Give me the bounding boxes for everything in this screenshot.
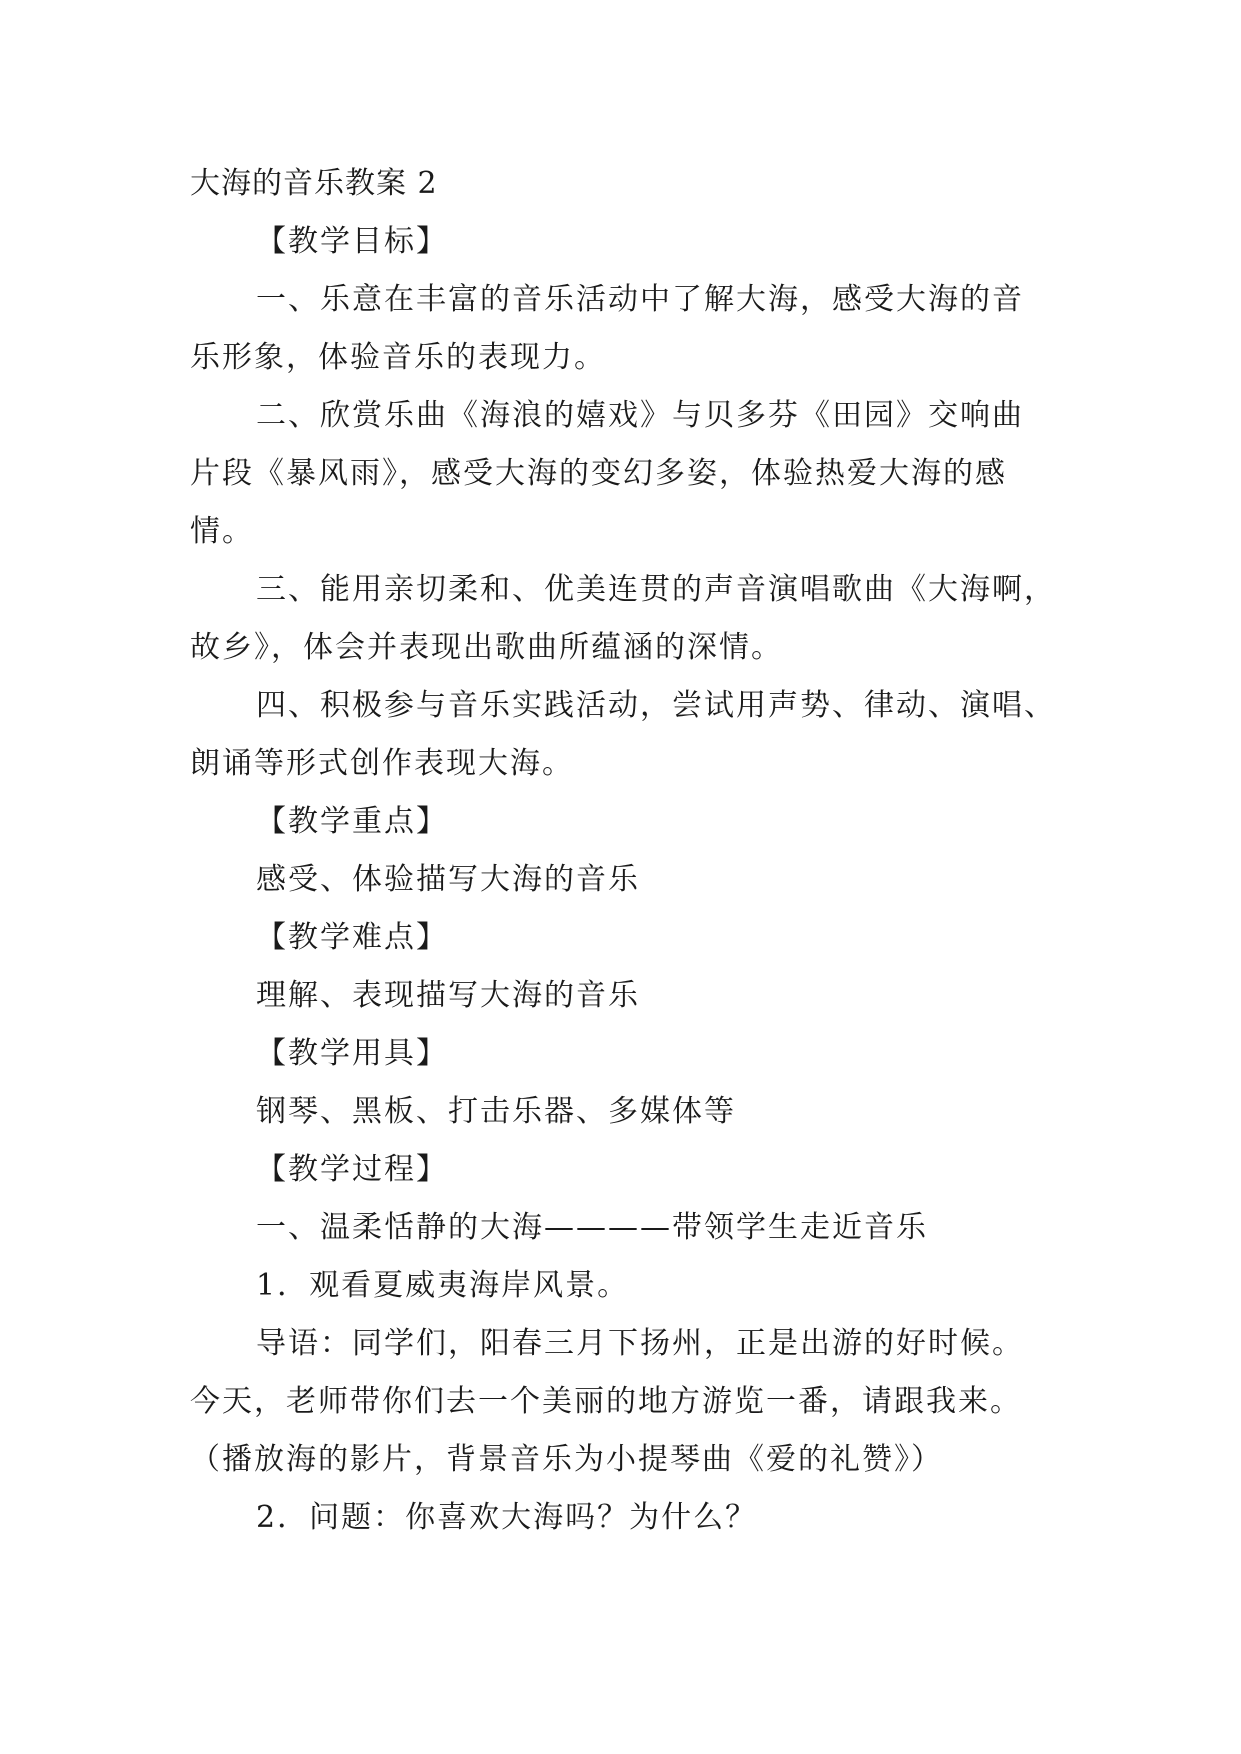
paragraph-line: 1．观看夏威夷海岸风景。 <box>256 1268 630 1303</box>
section-heading-objectives: 【教学目标】 <box>256 224 448 259</box>
section-heading-process: 【教学过程】 <box>256 1152 448 1187</box>
paragraph-line: 理解、表现描写大海的音乐 <box>256 978 640 1013</box>
paragraph-line: 三、能用亲切柔和、优美连贯的声音演唱歌曲《大海啊， <box>256 572 1056 607</box>
paragraph-line: 导语：同学们，阳春三月下扬州，正是出游的好时候。 <box>256 1326 1024 1361</box>
paragraph-line: 一、乐意在丰富的音乐活动中了解大海，感受大海的音 <box>256 282 1024 317</box>
paragraph-line: 今天，老师带你们去一个美丽的地方游览一番，请跟我来。 <box>190 1384 1022 1419</box>
paragraph-line: 情。 <box>190 514 254 549</box>
paragraph-line: 乐形象，体验音乐的表现力。 <box>190 340 606 375</box>
paragraph-line: 钢琴、黑板、打击乐器、多媒体等 <box>256 1094 736 1129</box>
section-heading-key-points: 【教学重点】 <box>256 804 448 839</box>
paragraph-line: 一、温柔恬静的大海————带领学生走近音乐 <box>256 1210 928 1245</box>
paragraph-line: 四、积极参与音乐实践活动，尝试用声势、律动、演唱、 <box>256 688 1056 723</box>
paragraph-line: （播放海的影片，背景音乐为小提琴曲《爱的礼赞》） <box>190 1442 943 1477</box>
document-page <box>190 155 1056 1547</box>
paragraph-line: 二、欣赏乐曲《海浪的嬉戏》与贝多芬《田园》交响曲 <box>256 398 1024 433</box>
section-heading-difficulties: 【教学难点】 <box>256 920 448 955</box>
paragraph-line: 片段《暴风雨》，感受大海的变幻多姿，体验热爱大海的感 <box>190 456 1007 491</box>
document-title: 大海的音乐教案 2 <box>190 166 438 201</box>
section-heading-teaching-aids: 【教学用具】 <box>256 1036 448 1071</box>
paragraph-line: 故乡》，体会并表现出歌曲所蕴涵的深情。 <box>190 630 783 665</box>
paragraph-line: 朗诵等形式创作表现大海。 <box>190 746 574 781</box>
paragraph-line: 2．问题：你喜欢大海吗？为什么？ <box>256 1500 758 1535</box>
paragraph-line: 感受、体验描写大海的音乐 <box>256 862 640 897</box>
